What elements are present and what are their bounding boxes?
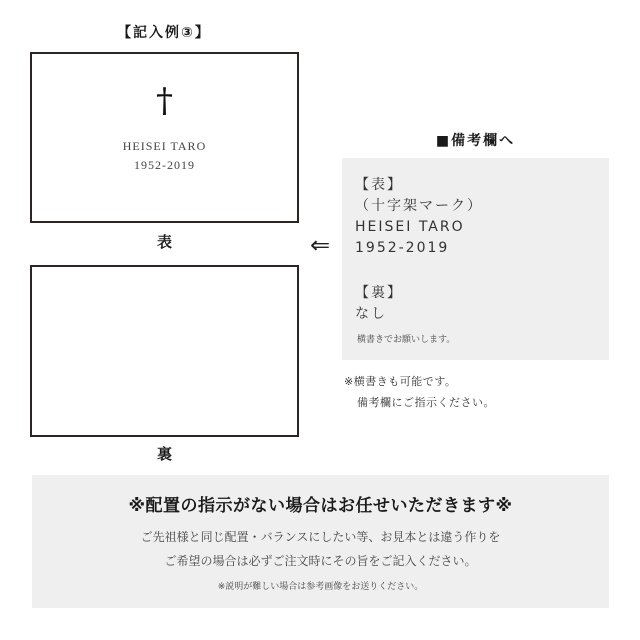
notes-front-header: 【表】: [355, 177, 403, 193]
banner-small-note: ※説明が難しい場合は参考画像をお送りください。: [217, 582, 424, 592]
notes-heading: ■備考欄へ: [435, 133, 516, 149]
front-dates-text: 1952-2019: [134, 158, 195, 172]
notes-dates: 1952-2019: [355, 240, 450, 256]
cross-icon: †: [156, 81, 173, 121]
hint-line-1: ※横書きも可能です。: [344, 375, 457, 388]
banner-line-1: ご先祖様と同じ配置・バランスにしたい等、お見本とは違う作りを: [140, 530, 501, 544]
notes-back-value: なし: [355, 306, 387, 322]
back-side-preview: [30, 265, 299, 437]
notes-back-header: 【裏】: [355, 285, 403, 301]
notice-banner: [32, 475, 609, 608]
notes-horizontal-note: 横書きでお願いします。: [357, 335, 456, 345]
front-name-text: HEISEI TARO: [122, 139, 207, 153]
back-label: 裏: [156, 445, 172, 463]
hint-line-2: 備考欄にご指示ください。: [357, 396, 495, 409]
notes-cross-mark: （十字架マーク）: [355, 198, 483, 214]
notes-panel: [342, 158, 609, 360]
front-side-preview: [30, 52, 299, 223]
example-title: 【記入例③】: [117, 25, 211, 41]
front-label: 表: [156, 233, 172, 251]
notes-name: HEISEI TARO: [355, 219, 465, 235]
banner-title: ※配置の指示がない場合はお任せいただきます※: [128, 496, 513, 516]
banner-line-2: ご希望の場合は必ずご注文時にその旨をご記入ください。: [164, 554, 477, 568]
double-left-arrow-icon: ⇐: [309, 231, 331, 259]
